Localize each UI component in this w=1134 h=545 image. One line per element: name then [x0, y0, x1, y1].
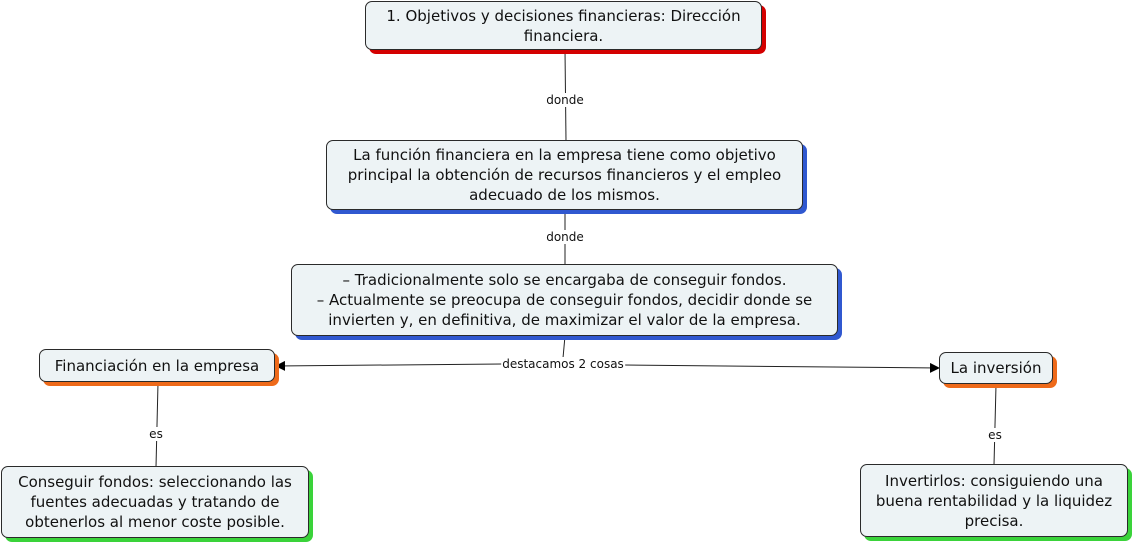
node-text-line: 1. Objetivos y decisiones financieras: Dirección	[386, 6, 741, 25]
node-invertirlos[interactable]	[860, 464, 1128, 537]
link-label-es-left: es	[149, 427, 163, 441]
node-text-line: Financiación en la empresa	[54, 356, 260, 375]
link-arrow-financiacion	[276, 364, 502, 366]
node-text-line: precisa.	[964, 511, 1024, 530]
node-text-line: – Actualmente se preocupa de conseguir fondos, decidir donde se	[316, 291, 813, 309]
link-line-es-left	[156, 383, 158, 467]
link-arrow-inversion	[624, 365, 939, 368]
link-line-es-right	[994, 385, 996, 465]
node-text-line: La función financiera en la empresa tiene como objetivo	[353, 146, 776, 164]
node-text-line: adecuado de los mismos.	[469, 186, 660, 204]
node-text-line: Conseguir fondos: seleccionando las	[18, 473, 292, 491]
node-text-line: financiera.	[523, 26, 604, 45]
link-line-destacamos-stem	[563, 336, 565, 358]
node-conseguir-fondos[interactable]	[1, 466, 309, 538]
link-label-destacamos: destacamos 2 cosas	[502, 357, 624, 371]
node-text-line: Invertirlos: consiguiendo una	[885, 471, 1103, 490]
node-objetivos-title[interactable]	[365, 1, 762, 50]
link-label-donde-2: donde	[546, 230, 584, 244]
link-label-donde-1: donde	[546, 93, 584, 107]
node-financiacion-empresa[interactable]	[39, 349, 275, 382]
node-text-line: La inversión	[950, 359, 1042, 377]
node-text-line: buena rentabilidad y la liquidez	[875, 491, 1113, 510]
link-label-es-right: es	[988, 428, 1002, 442]
node-tradicional-actual[interactable]	[291, 264, 838, 336]
node-text-line: principal la obtención de recursos financieros y el empleo	[347, 166, 782, 184]
node-text-line: – Tradicionalmente solo se encargaba de conseguir fondos.	[342, 271, 787, 289]
node-text-line: invierten y, en definitiva, de maximizar el valor de la empresa.	[328, 311, 801, 329]
node-text-line: obtenerlos al menor coste posible.	[25, 513, 285, 531]
node-la-inversion[interactable]	[939, 352, 1053, 384]
node-text-line: fuentes adecuadas y tratando de	[30, 493, 280, 511]
node-funcion-financiera[interactable]	[326, 140, 803, 210]
